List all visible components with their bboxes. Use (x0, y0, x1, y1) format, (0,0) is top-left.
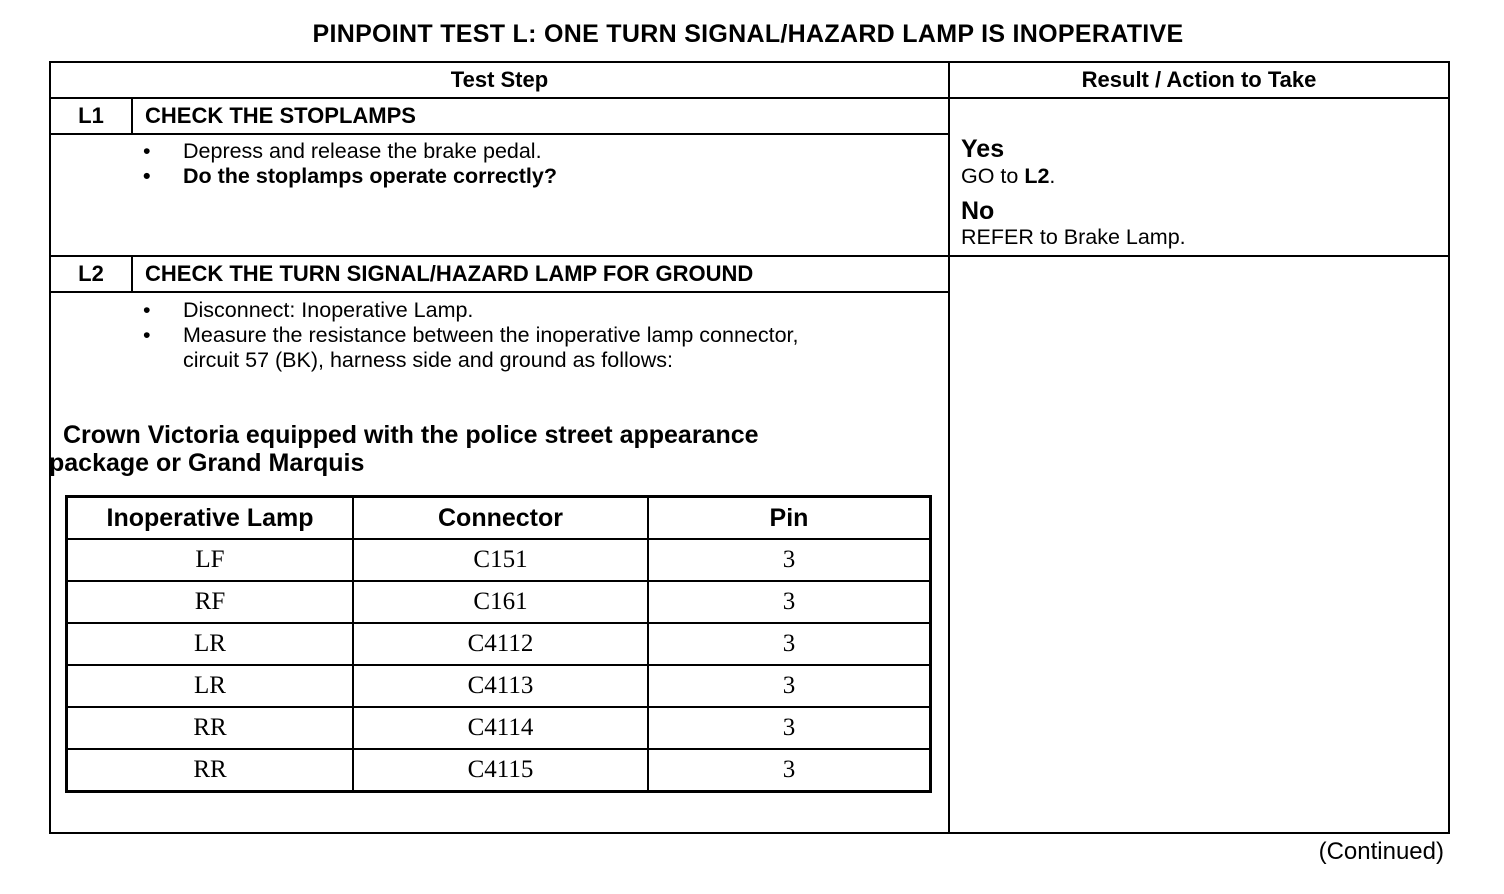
header-result: Result / Action to Take (1081, 67, 1317, 92)
step-bullets-l1 (143, 139, 557, 189)
list-item: • Do the stoplamps operate correctly? (143, 164, 557, 188)
col-inoperative-lamp: Inoperative Lamp (67, 497, 354, 540)
step-id-l2: L2 (78, 261, 104, 286)
cell-pin: 3 (648, 581, 931, 623)
table-row (67, 749, 931, 792)
step-id-divider-l2 (131, 255, 133, 291)
cell-connector: C4115 (353, 749, 648, 792)
cell-connector: C151 (353, 539, 648, 581)
cell-connector: C4113 (353, 665, 648, 707)
table-row (67, 539, 931, 581)
step-block-divider (51, 255, 1448, 257)
header-divider (51, 97, 1448, 99)
list-item: • Measure the resistance between the inoperative lamp connector, (143, 323, 799, 347)
step-title-l1: CHECK THE STOPLAMPS (145, 103, 416, 128)
table-row (67, 665, 931, 707)
col-connector: Connector (353, 497, 648, 540)
col-pin: Pin (648, 497, 931, 540)
cell-lamp: RF (67, 581, 354, 623)
cell-lamp: RR (67, 749, 354, 792)
cell-pin: 3 (648, 539, 931, 581)
list-item: • Depress and release the brake pedal. (143, 139, 542, 163)
table-row (67, 623, 931, 665)
cell-lamp: RR (67, 707, 354, 749)
step-id-divider-l1 (131, 97, 133, 133)
cell-connector: C161 (353, 581, 648, 623)
cell-pin: 3 (648, 623, 931, 665)
list-item-continuation: circuit 57 (BK), harness side and ground as follows: (183, 348, 673, 372)
header-test-step: Test Step (450, 67, 549, 92)
step-bullets-l2 (143, 298, 799, 373)
cell-pin: 3 (648, 749, 931, 792)
pinpoint-test-table (49, 61, 1450, 834)
continued-note: (Continued) (1318, 838, 1444, 865)
cell-pin: 3 (648, 665, 931, 707)
goto-link-l2[interactable]: L2 (1024, 164, 1050, 188)
table-header-row (67, 497, 931, 540)
result-yes-action-l1: GO to L2. (961, 164, 1056, 188)
page-title: PINPOINT TEST L: ONE TURN SIGNAL/HAZARD LAMP IS INOPERATIVE (312, 20, 1184, 48)
column-divider (948, 63, 950, 832)
cell-lamp: LF (67, 539, 354, 581)
step-id-l1: L1 (78, 103, 104, 128)
table-row (67, 581, 931, 623)
cell-lamp: LR (67, 665, 354, 707)
step-title-divider-l2 (51, 291, 948, 293)
result-yes-label-l1: Yes (961, 135, 1005, 163)
cell-connector: C4112 (353, 623, 648, 665)
result-no-action-l1: REFER to Brake Lamp. (961, 225, 1186, 249)
result-no-label-l1: No (961, 197, 995, 225)
cell-pin: 3 (648, 707, 931, 749)
vehicle-note: Crown Victoria equipped with the police street appearance package or Grand Marquis (49, 421, 759, 477)
connector-pin-table (65, 495, 932, 793)
step-title-divider-l1 (51, 133, 948, 135)
cell-connector: C4114 (353, 707, 648, 749)
list-item: • Disconnect: Inoperative Lamp. (143, 298, 474, 322)
table-row (67, 707, 931, 749)
step-title-l2: CHECK THE TURN SIGNAL/HAZARD LAMP FOR GROUND (145, 261, 754, 286)
cell-lamp: LR (67, 623, 354, 665)
